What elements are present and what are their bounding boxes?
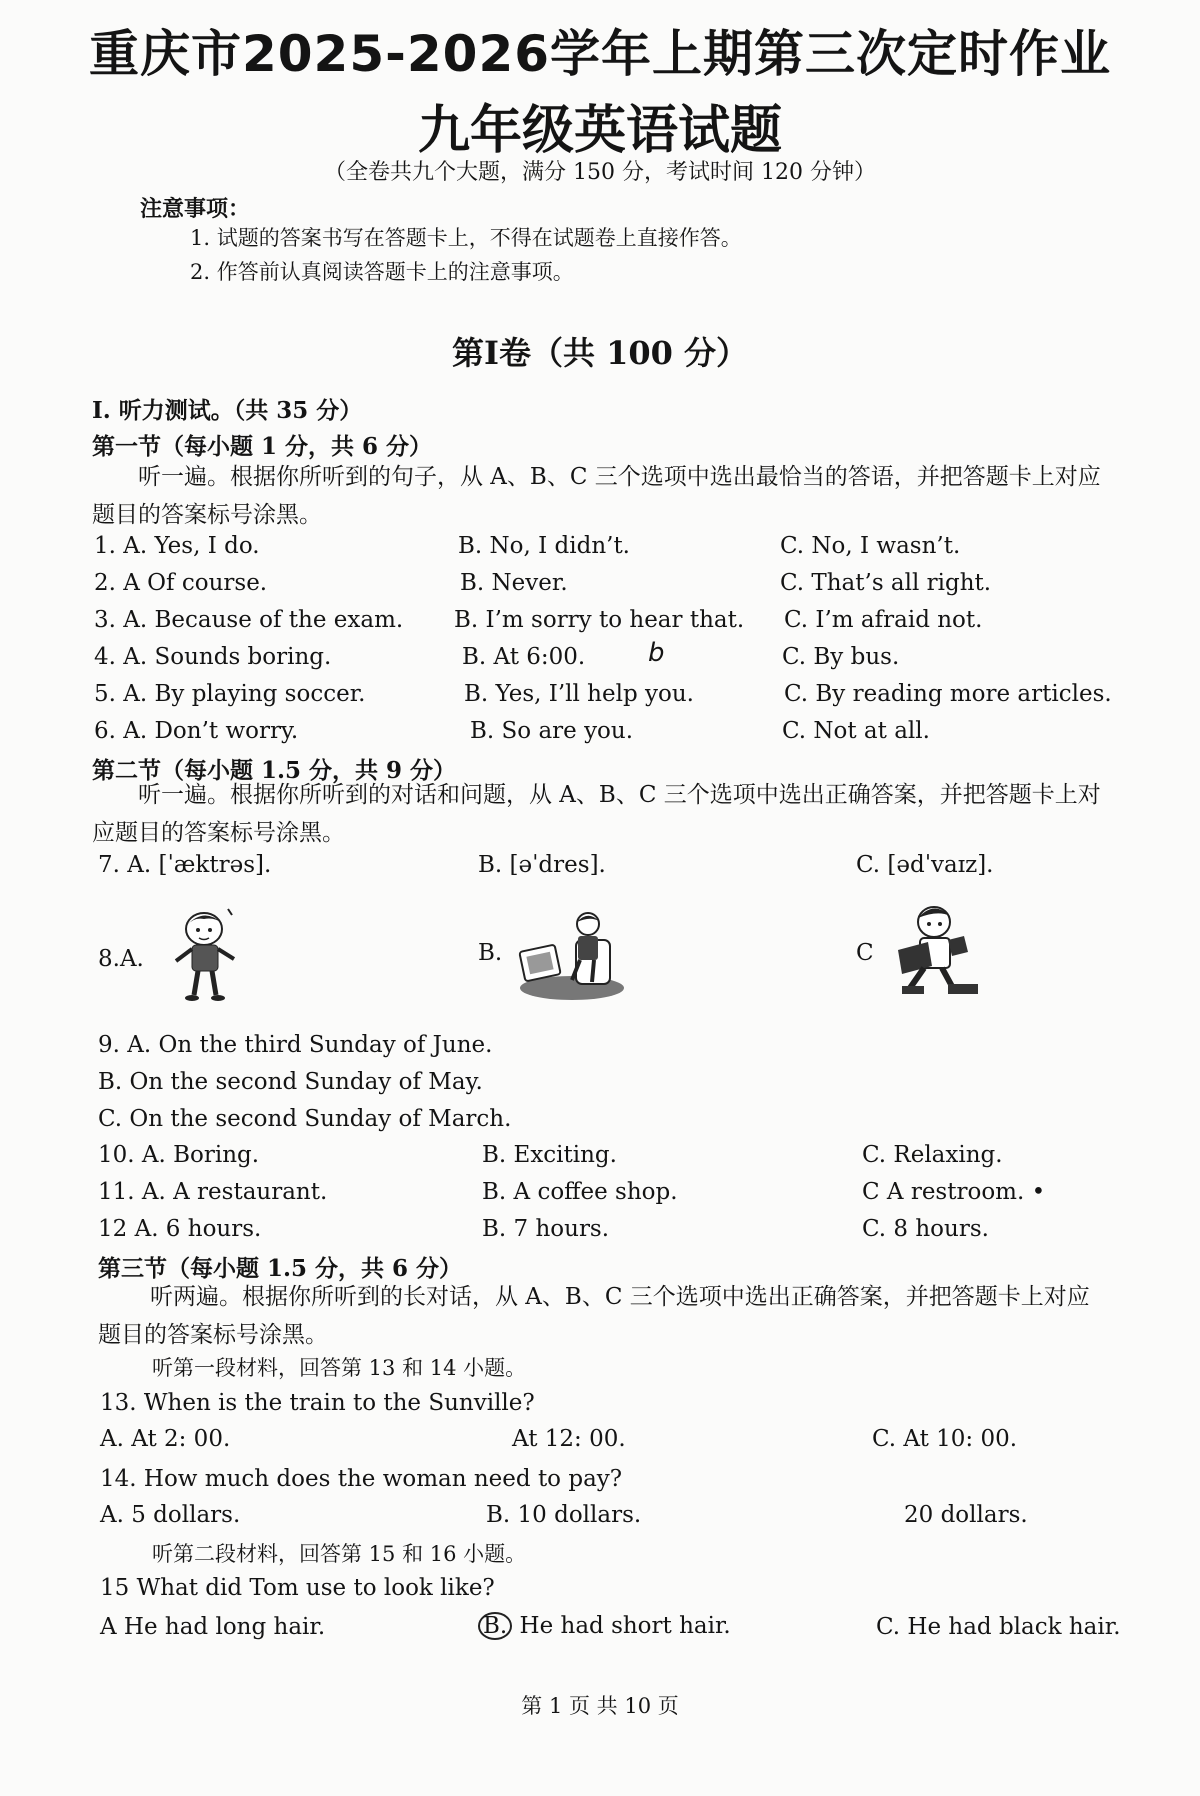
q6-option-c: C. Not at all. — [782, 718, 930, 744]
q5-option-b: B. Yes, I’ll help you. — [464, 681, 694, 707]
q3-option-c: C. I’m afraid not. — [784, 607, 983, 633]
section2-heading: 第二节（每小题 1.5 分，共 9 分） — [92, 757, 457, 784]
q5-option-c: C. By reading more articles. — [784, 681, 1112, 707]
q1-option-b: B. No, I didn’t. — [458, 533, 630, 559]
q13-option-a: A. At 2: 00. — [100, 1426, 231, 1452]
section3-instruction: 听两遍。根据你所听到的长对话，从 A、B、C 三个选项中选出正确答案，并把答题卡上对应题目的答案标号涂黑。 — [98, 1284, 1090, 1348]
q15-option-b-text: He had short hair. — [519, 1613, 731, 1639]
q6-option-a: 6. A. Don’t worry. — [94, 718, 299, 744]
q1-option-a: 1. A. Yes, I do. — [94, 533, 260, 559]
section2-instruction: 听一遍。根据你所听到的对话和问题，从 A、B、C 三个选项中选出正确答案，并把答题卡上对应题目的答案标号涂黑。 — [92, 782, 1101, 846]
q4-option-b: B. At 6:00. — [462, 644, 586, 670]
q2-option-a: 2. A Of course. — [94, 570, 268, 596]
q13-stem: 13. When is the train to the Sunville? — [100, 1390, 535, 1416]
q7-option-a: 7. A. [ˈæktrəs]. — [98, 852, 272, 878]
boy-reading-picture — [888, 900, 998, 1000]
q4-option-c: C. By bus. — [782, 644, 900, 670]
q9-option-a: 9. A. On the third Sunday of June. — [98, 1032, 493, 1058]
q8-option-a: 8.A. — [98, 946, 144, 972]
q15-option-a: A He had long hair. — [100, 1614, 326, 1640]
handwritten-mark: b — [648, 638, 665, 668]
q12-option-a: 12 A. 6 hours. — [98, 1216, 262, 1242]
q11-option-b: B. A coffee shop. — [482, 1179, 678, 1205]
q7-option-c: C. [ədˈvaɪz]. — [856, 852, 994, 878]
notice-item: 1. 试题的答案书写在答题卡上，不得在试题卷上直接作答。 — [190, 226, 742, 250]
exam-subtitle: 九年级英语试题 — [417, 101, 782, 161]
q3-option-b: B. I’m sorry to hear that. — [454, 607, 745, 633]
q2-option-b: B. Never. — [460, 570, 568, 596]
circled-answer-mark: B. — [478, 1612, 512, 1640]
q15-option-c: C. He had black hair. — [876, 1614, 1121, 1640]
q8-option-b: B. — [478, 940, 503, 966]
q14-option-a: A. 5 dollars. — [100, 1502, 241, 1528]
q3-option-a: 3. A. Because of the exam. — [94, 607, 404, 633]
q10-option-b: B. Exciting. — [482, 1142, 617, 1168]
section1-instruction: 听一遍。根据你所听到的句子，从 A、B、C 三个选项中选出最恰当的答语，并把答题卡上对应题目的答案标号涂黑。 — [92, 464, 1101, 528]
section3-heading: 第三节（每小题 1.5 分，共 6 分） — [98, 1255, 463, 1282]
q5-option-a: 5. A. By playing soccer. — [94, 681, 366, 707]
page-number: 第 1 页 共 10 页 — [521, 1694, 679, 1718]
q13-option-b: At 12: 00. — [512, 1426, 626, 1452]
boy-watching-tv-picture — [516, 910, 626, 1002]
q11-option-c: C A restroom. • — [862, 1179, 1046, 1205]
q9-option-c: C. On the second Sunday of March. — [98, 1106, 512, 1132]
q10-option-c: C. Relaxing. — [862, 1142, 1003, 1168]
material2-note: 听第二段材料，回答第 15 和 16 小题。 — [152, 1542, 527, 1566]
notice-heading: 注意事项： — [140, 196, 251, 222]
q14-option-c: 20 dollars. — [904, 1502, 1028, 1528]
volume-title: 第Ⅰ卷（共 100 分） — [451, 334, 749, 372]
q10-option-a: 10. A. Boring. — [98, 1142, 260, 1168]
q9-option-b: B. On the second Sunday of May. — [98, 1069, 483, 1095]
exam-info: （全卷共九个大题，满分 150 分，考试时间 120 分钟） — [324, 160, 876, 185]
q15-option-b — [478, 1612, 731, 1640]
q2-option-c: C. That’s all right. — [780, 570, 992, 596]
q14-option-b: B. 10 dollars. — [486, 1502, 642, 1528]
q6-option-b: B. So are you. — [470, 718, 634, 744]
boy-standing-picture — [162, 905, 252, 1005]
q12-option-b: B. 7 hours. — [482, 1216, 610, 1242]
q14-stem: 14. How much does the woman need to pay? — [100, 1466, 623, 1492]
exam-title: 重庆市2025-2026学年上期第三次定时作业 — [88, 25, 1112, 83]
part-heading: I. 听力测试。（共 35 分） — [92, 397, 363, 424]
q8-option-c: C — [856, 940, 874, 966]
q7-option-b: B. [əˈdres]. — [478, 852, 606, 878]
notice-item: 2. 作答前认真阅读答题卡上的注意事项。 — [190, 260, 574, 284]
q11-option-a: 11. A. A restaurant. — [98, 1179, 328, 1205]
q13-option-c: C. At 10: 00. — [872, 1426, 1018, 1452]
section1-heading: 第一节（每小题 1 分，共 6 分） — [92, 433, 433, 460]
q15-stem: 15 What did Tom use to look like? — [100, 1575, 495, 1601]
q1-option-c: C. No, I wasn’t. — [780, 533, 961, 559]
material1-note: 听第一段材料，回答第 13 和 14 小题。 — [152, 1356, 527, 1380]
q4-option-a: 4. A. Sounds boring. — [94, 644, 332, 670]
q12-option-c: C. 8 hours. — [862, 1216, 989, 1242]
